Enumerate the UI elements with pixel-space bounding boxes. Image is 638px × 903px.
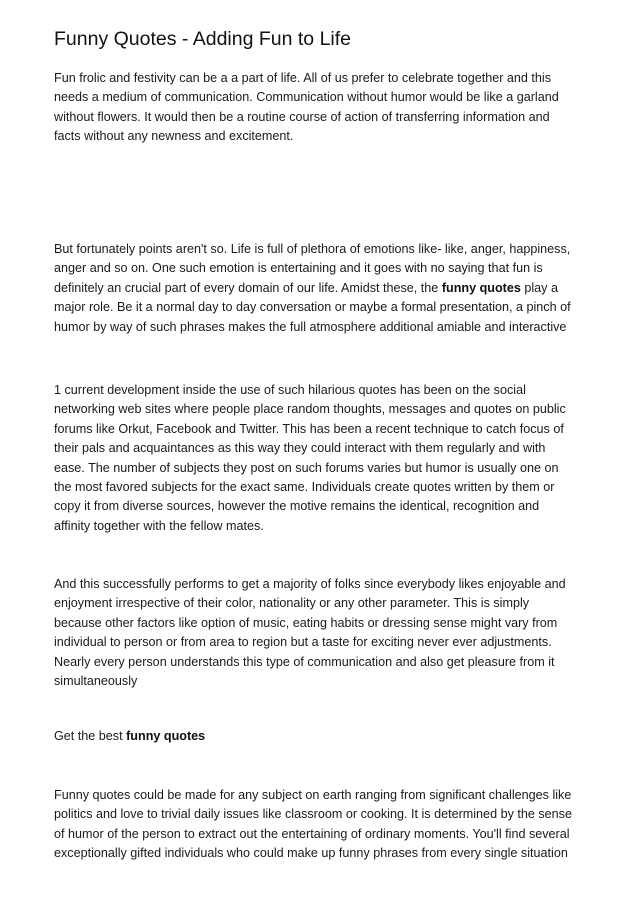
text-line: affinity together with the fellow mates. — [54, 518, 264, 533]
text-segment: Get the best — [54, 729, 127, 743]
text-line: anger and so on. One such emotion is entertaining and it goes with no saying that fun is — [54, 261, 543, 276]
text-line: 1 current development inside the use of such hilarious quotes has been on the social — [54, 383, 526, 397]
text-line: ease. The number of subjects they post on such forums varies but humor is usually one on — [54, 460, 559, 475]
text-line: of humor of the person to extract out the entertaining of ordinary moments. You'll find several — [54, 826, 570, 841]
text-line: their pals and acquaintances as this way they could interact with them regularly and with — [54, 441, 546, 456]
paragraph-intro — [54, 69, 594, 147]
funny-quotes-keyword: funny quotes — [126, 729, 206, 743]
text-line: copy it from diverse sources, however the motive remains the identical, recognition and — [54, 499, 540, 514]
text-segment: play a — [520, 280, 558, 295]
text-line: But fortunately points aren't so. Life is full of plethora of emotions like- like, anger, happiness, — [54, 242, 571, 256]
text-line: forums like Orkut, Facebook and Twitter. This has been a recent technique to catch focus of — [54, 421, 564, 436]
funny-quotes-keyword: funny quotes — [441, 280, 521, 295]
text-line: Nearly every person understands this type of communication and also get pleasure from it — [54, 654, 555, 669]
text-line: networking web sites where people place random thoughts, messages and quotes on public — [54, 402, 566, 417]
text-line: enjoyment irrespective of their color, nationality or any other parameter. This is simply — [54, 596, 530, 611]
paragraph-emotions — [54, 240, 594, 337]
text-line: individual to person or from area to region but a taste for exciting never ever adjustments. — [54, 635, 552, 650]
paragraph-social-networking — [54, 381, 594, 536]
document-title: Funny Quotes - Adding Fun to Life — [54, 28, 352, 50]
text-line: without flowers. It would then be a routine course of action of transferring information and — [54, 109, 550, 124]
text-line: politics and love to trivial daily issues like classroom or cooking. It is determined by the sense — [54, 807, 572, 822]
text-segment: definitely an crucial part of every domain of our life. Amidst these, the — [54, 280, 442, 295]
text-line: simultaneously — [54, 674, 138, 689]
text-line: humor by way of such phrases makes the full atmosphere additional amiable and interactive — [54, 319, 567, 334]
text-line: exceptionally gifted individuals who could make up funny phrases from every single situation — [54, 846, 568, 861]
text-line: Funny quotes could be made for any subject on earth ranging from significant challenges like — [54, 788, 572, 802]
text-line: needs a medium of communication. Communication without humor would be like a garland — [54, 90, 559, 105]
paragraph-get-best — [54, 727, 594, 746]
text-line: the most favored subjects for the exact same. Individuals create quotes written by them or — [54, 480, 555, 495]
text-line: facts without any newness and excitement. — [54, 129, 294, 144]
paragraph-universal-appeal — [54, 575, 594, 691]
text-line: And this successfully performs to get a majority of folks since everybody likes enjoyable and — [54, 577, 566, 591]
text-line — [54, 727, 594, 746]
text-line: because other factors like option of music, eating habits or dressing sense might vary from — [54, 615, 558, 630]
text-line: Fun frolic and festivity can be a a part of life. All of us prefer to celebrate together and this — [54, 71, 552, 85]
text-line — [54, 279, 594, 298]
paragraph-any-subject — [54, 786, 594, 864]
text-line: major role. Be it a normal day to day conversation or maybe a formal presentation, a pinch of — [54, 300, 571, 315]
